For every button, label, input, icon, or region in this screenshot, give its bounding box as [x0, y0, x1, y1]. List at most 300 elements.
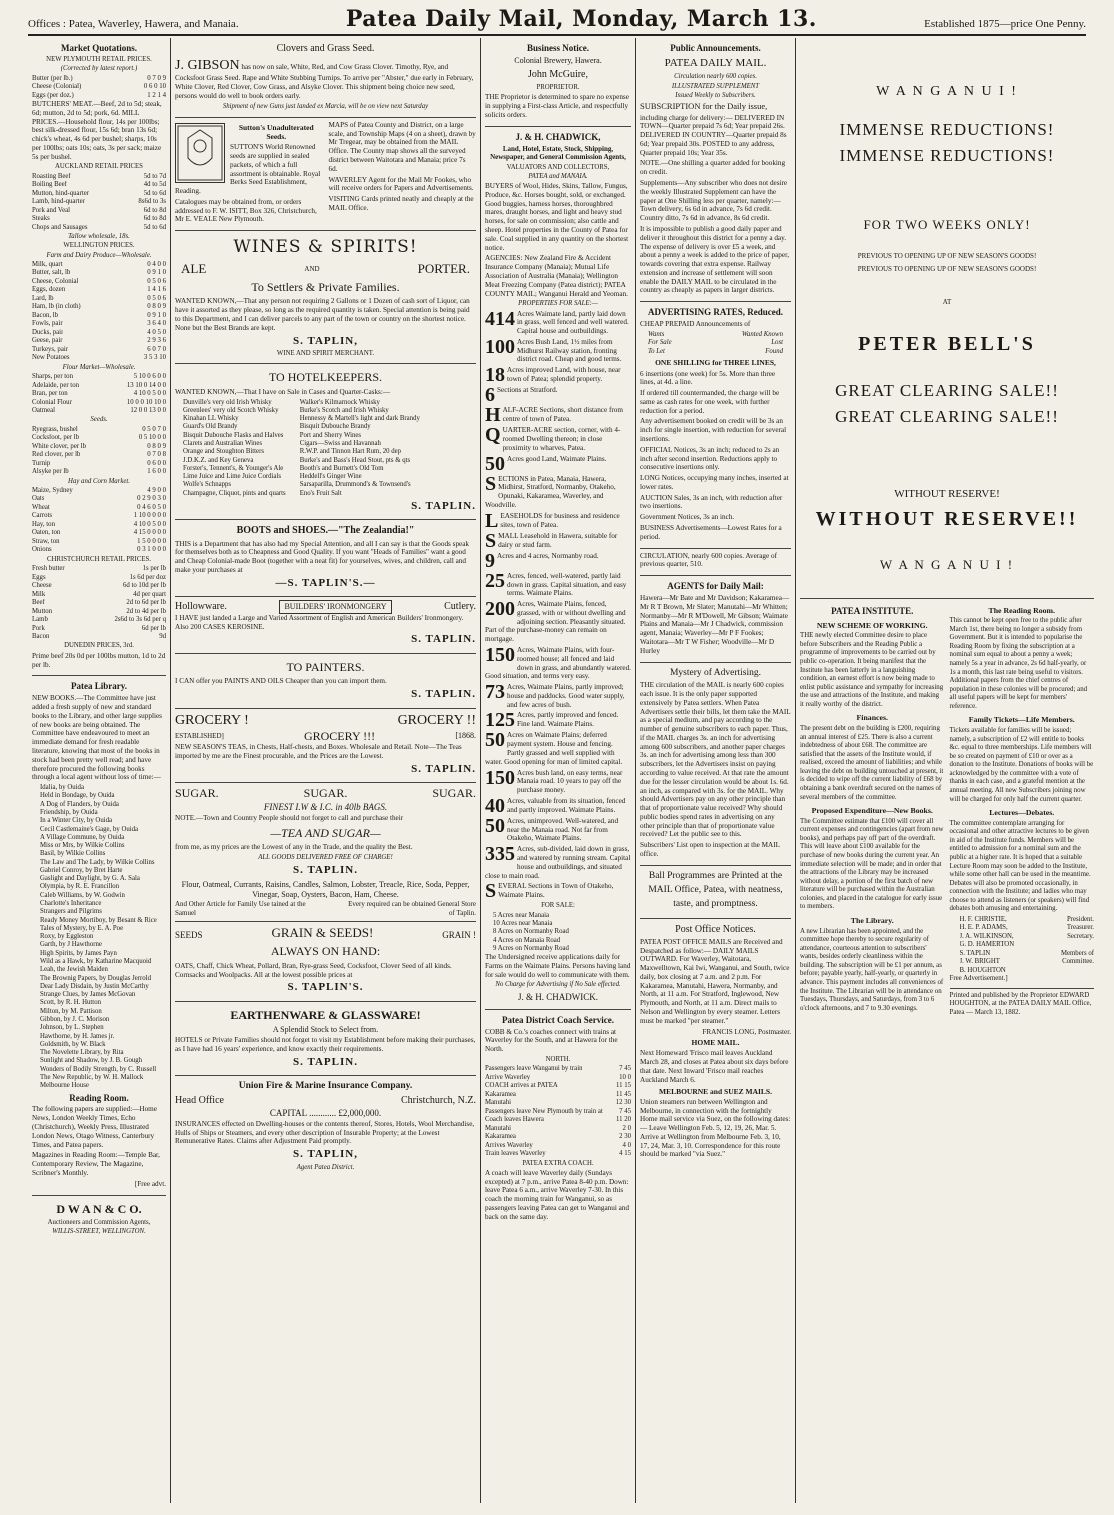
magazines-text: Magazines in Reading Room:—Temple Bar, Contemporary Review, The Magazine, Scribner's Monthly. [32, 1151, 160, 1177]
cheap-line: CHEAP PREPAID Announcements of [640, 320, 751, 329]
price-row [485, 1082, 631, 1090]
price-row [32, 512, 166, 520]
chadwick-signature: J. & H. CHADWICK. [518, 991, 598, 1002]
row-cell: 10 0 [619, 1073, 631, 1081]
row-cell: Oats [32, 495, 45, 503]
row-cell: 1 5 0 0 0 0 [137, 537, 166, 545]
row-cell: 10 0 0 10 10 0 [126, 398, 166, 406]
peter-bell-ad [800, 38, 1094, 599]
row-cell: Found [765, 347, 783, 355]
row-cell: Manutahi [485, 1124, 512, 1132]
list-item: Burke's Scotch and Irish Whisky [299, 406, 389, 414]
brewery-ad [485, 38, 631, 127]
property-text: Acres, fenced, well-watered, partly laid down in grass. Capital situation, and easy terms. Waimate Plains. [507, 571, 627, 598]
list-item: Sunlight and Shadow, by J. B. Gough [40, 1057, 143, 1065]
row-cell: Alsyke per lb [32, 468, 69, 476]
properties-title: PROPERTIES FOR SALE:— [518, 300, 598, 308]
price-row [32, 215, 166, 223]
row-cell: Butter (per lb.) [32, 74, 73, 82]
booking-note: NOTE.—One shilling a quarter added for booking on credit. [640, 159, 786, 177]
row-cell: To Let [648, 347, 665, 355]
list-item: Kinahan LL Whisky [183, 415, 239, 423]
list-item: 5 Acres near Manaia [493, 911, 550, 919]
ball-programmes-ad [640, 866, 791, 919]
row-cell: Boiling Beef [32, 181, 67, 189]
row-cell: Sharps, per ton [32, 373, 73, 381]
property-number: S [485, 531, 497, 550]
property-listing [485, 512, 631, 530]
property-text: Acres good Land, Waimate Plains. [507, 454, 607, 463]
property-number: 9 [485, 551, 495, 570]
proposed-text: The Committee estimate that £100 will cover all current expenses and contingencies (apart from new books), and perhaps pay off part of the overdraft. This will leave about £100 available for the purchase of new books during the current year. An immediate selection will be made; and in order that the attractions of the Library may be increased without delay, a portion of the first batch of new literature will be purchased within the Australian colonies, and placed in the catalogue for early issue to members. [800, 817, 944, 911]
public-announcements-title: Public Announcements. [670, 43, 761, 53]
row-cell: Lamb, hind-quarter [32, 198, 85, 206]
price-row [32, 286, 166, 294]
price-row [648, 331, 783, 339]
price-row [32, 443, 166, 451]
price-row [32, 269, 166, 277]
builders-label: BUILDERS' IRONMONGERY [279, 600, 391, 614]
painters-ad [175, 654, 476, 709]
chadwick-title: J. & H. CHADWICK, [515, 131, 601, 142]
row-cell: Treasurer. [1066, 924, 1094, 932]
cheap-rows [640, 331, 791, 356]
institute-col-right [950, 602, 1095, 1020]
row-cell: Bacon [32, 632, 50, 640]
row-cell: 2s6d to 3s 6d per q [114, 616, 166, 624]
agencies-text: AGENCIES: New Zealand Fire & Accident Insurance Company (Manaia); Mutual Life Association of Australia (Manaia); Wellington Meat Freezing Company (Patea district); PATEA COUNTY MAIL; Wanganui Herald and Yeoman. [485, 254, 628, 298]
np-title: NEW PLYMOUTH RETAIL PRICES. [46, 55, 152, 63]
list-item: Bisquit Dubouche Brandy [299, 423, 371, 431]
book-list [32, 784, 166, 1090]
row-cell: 4 10 0 5 0 0 [133, 520, 166, 528]
price-row [32, 451, 166, 459]
list-item: Melbourne House [40, 1082, 89, 1090]
patea-institute-ad [800, 599, 1094, 1024]
dun-title: DUNEDIN PRICES, 3rd. [64, 642, 134, 650]
row-cell: 11 15 [615, 1082, 631, 1090]
row-cell: 4d per quart [133, 590, 166, 598]
places-label: PATEA and MANAIA. [528, 172, 588, 180]
property-text: Acres and 4 acres, Normanby road. [497, 551, 599, 560]
row-cell: Eggs (per doz.) [32, 91, 74, 99]
guns-note: Shipment of new Guns just landed ex Marcia, will be on view next Saturday [222, 102, 429, 110]
price-row [32, 599, 166, 607]
row-cell: 5d to 6d [143, 189, 166, 197]
row-cell: 2 0 [622, 1124, 631, 1132]
row-cell: 0 5 0 6 [147, 294, 166, 302]
row-cell: New Potatoes [32, 354, 70, 362]
family-text: Tickets available for families will be issued; namely, a subscription of £2 will entitle to books &c. equal to three memberships. Life members will be so created on payment of £10 or over as a donation to the Institute. Donations of books will be acknowledged by the committee with a vote of thanks in each case, and a grateful mention at the annual meeting. All new Subscribers joining now will be charged for only half the current quarter. [949, 727, 1094, 803]
reading-room-title: The Reading Room. [988, 605, 1055, 615]
row-cell: 0 7 0 9 [147, 74, 166, 82]
immense-line-2: IMMENSE REDUCTIONS! [839, 145, 1055, 165]
mcguire-name: John McGuire, [528, 68, 588, 80]
agents-text: Hawera—Mr Bate and Mr Davidson; Kakaramea—Mr R T Brown, Mr Slater; Manutahi—Mr Whitten; Normanby—Mr R M'Dowell, Mr Gibson; Waimate Plains and Manaia—Mr J Chadwick, commission agent, Manaia; Waverley—Mr P F Fookes; Waitotara—Mr T W Fisher; Woodville—Mr D Hurley [640, 594, 790, 655]
property-text: Acres improved Land, with house, near town of Patea; splendid property. [507, 366, 621, 384]
porter-label: PORTER. [417, 260, 470, 276]
np-note: BUTCHERS' MEAT.—Beef, 2d to 5d; steak, 6d; mutton, 2d to 5d; pork, 6d. MILL PRICES.—Household flour, 14s per 100lbs; best silk-dressed flour, 15s 6d; bran 13s 6d; chick's wheat, 4s 6d per bushel; sharps, 10s per 100lbs; oats 10s; oats, 3s per sack; maize 5s per bushel. [32, 99, 162, 161]
taplin-signature: S. TAPLIN. [411, 500, 476, 513]
row-cell: 0 8 0 9 [147, 442, 166, 450]
earthenware-ad [175, 1002, 476, 1076]
free-advertisement: Free Advertisement.] [949, 975, 1008, 983]
list-item: Leah, the Jewish Maiden [40, 966, 108, 974]
row-cell: Ryegrass, bushel [32, 425, 78, 433]
list-item: Caleb Williams, by W. Godwin [40, 891, 125, 899]
property-listing [485, 572, 631, 598]
previous-line-2: PREVIOUS TO OPENING UP OF NEW SEASON'S GOODS! [857, 264, 1037, 273]
wanganui-top: W A N G A N U I ! [876, 84, 1018, 99]
property-number: 50 [485, 454, 505, 473]
row-cell: Pork [32, 624, 45, 632]
immense-line-1: IMMENSE REDUCTIONS! [839, 120, 1055, 140]
magazines-note: [Free advt. [134, 1179, 166, 1188]
visiting-cards-text: VISITING Cards printed neatly and cheaply at the MAIL Office. [328, 195, 474, 212]
row-cell: Colonial Flour [32, 398, 72, 406]
mystery-text: THE circulation of the MAIL is nearly 600 copies each issue. It is the only paper supported extensively by Patea settlers. When Patea Advertisers settle their bills, let them take the MAIL as a special medium, and pay according to the number of genuine subscribers to each paper. Thus, if the MAIL charges 3s. an inch for advertising among 600 subscribers, and another paper charges 3s. an inch for advertising among less than 300 subscribers, let the Advertisers insist on paying according to value received. At that rate the amount due for the lesser circulation would be about 1s. 6d. an inch, as compared with 3s. for the MAIL. Why should Advertisers pay on any other principle than that of proportionate value received? Why should public bodies spend rates in advertising on any other principle than that of proportionate value received? Let the public see to this. [640, 681, 791, 839]
officers-list [950, 916, 1095, 975]
row-cell: Cheese [32, 582, 52, 590]
list-item: Port and Sherry Wines [299, 431, 362, 439]
union-insurance-ad [175, 1076, 476, 1177]
subscription-title: SUBSCRIPTION for the Daily issue, [640, 101, 768, 112]
well-rows [32, 261, 166, 363]
row-cell: Wanted Known [741, 330, 783, 338]
list-item: 9 Acres on Normanby Road [493, 944, 569, 952]
row-cell: 0 5 0 6 [147, 277, 166, 285]
row-cell: Eggs [32, 573, 46, 581]
row-cell: Cocksfoot, per lb [32, 434, 80, 442]
row-cell: Fowls, pair [32, 320, 63, 328]
price-row [32, 390, 166, 398]
property-text: Acres Waimate land, partly laid down in grass, well fenced and well watered. Capital house and outbuildings. [517, 309, 629, 336]
property-number: 6 [485, 386, 495, 405]
price-row [32, 460, 166, 468]
list-item: R.W.P. and Tinnon Hart Rum, 20 dep [299, 448, 402, 456]
row-cell: 5d to 6d [143, 223, 166, 231]
two-weeks-line: FOR TWO WEEKS ONLY! [863, 216, 1031, 232]
institute-text: THE newly elected Committee desire to place before Subscribers and the Reading Public a programme of improvements to be carried out by public co-operation. It being manifest that the Institute has been latterly in a languishing condition, an earnest effort is now being made to enlist public assistance and sympathy for increasing the use and attractions of the Institute, and making it really worthy of the district. [800, 632, 944, 708]
lectures-title: Lectures—Debates. [989, 808, 1055, 818]
buyers-text: BUYERS of Wool, Hides, Skins, Tallow, Fungus, Produce, &c. Horses bought, sold, or exchanged. Good buggies, harness horses, thoroughbred mares, draught horses, and light and heavy stud horses, for sale on commission; also cattle and sheep. Hotel properties in the County of Patea for sale. Coal supplied in any quantity on the shortest notice. [485, 182, 629, 252]
row-cell: 5d to 7d [143, 172, 166, 180]
property-text: Acres on Waimate Plains; deferred payment system. House and fencing. Partly grassed and well supplied with water. Good opening for man of limited capital. [485, 731, 623, 766]
row-cell: Passengers leave Wanganui by train [485, 1065, 583, 1073]
list-item: The New Republic, by W. H. Mallock [40, 1073, 144, 1081]
np-rows [32, 75, 166, 100]
row-cell: Arrives Waverley [485, 1141, 533, 1149]
price-row [485, 1150, 631, 1158]
hotel-list-right [292, 399, 420, 498]
supplements-text: Supplements—Any subscriber who does not desire the weekly Illustrated Supplement can have the paper at One Shilling less per quarter, namely:—Town delivery, 6s 6d in advance, 7s 6d credit. Country ditto, 7s 6d in advance, 8s 6d credit. [640, 179, 788, 223]
row-cell: 1 4 1 6 [147, 286, 166, 294]
list-item: High Spirits, by James Payn [40, 949, 117, 957]
hotel-intro: WANTED KNOWN,—That I have on Sale in Cases and Quarter-Casks:— [175, 387, 391, 396]
auck-note: Tallow wholesale, 18s. [68, 233, 130, 241]
tea-sugar-line: —TEA AND SUGAR— [270, 825, 381, 840]
list-item: Heddell's Ginger Wine [299, 473, 362, 481]
list-item: Wolfe's Schnapps [183, 481, 232, 489]
row-cell: 4 15 0 0 0 0 [133, 529, 166, 537]
property-number: 18 [485, 366, 505, 385]
row-cell: Onions [32, 546, 52, 554]
property-listing [485, 845, 631, 880]
row-cell: Turnip [32, 459, 51, 467]
row-cell: Cheese (Colonial) [32, 83, 82, 91]
row-cell: Bacon, lb [32, 311, 59, 319]
list-item: Eno's Fruit Salt [299, 489, 342, 497]
property-text: Acres, sub-divided, laid down in grass, and watered by running stream. Capital house and outbuildings, and situated close to main road. [485, 845, 631, 880]
price-row [32, 261, 166, 269]
property-listing [485, 406, 631, 424]
price-row [32, 373, 166, 381]
price-row [485, 1108, 631, 1116]
seeds-left: SEEDS [175, 930, 203, 941]
list-item: In a Winter City, by Ouida [40, 817, 113, 825]
price-row [960, 924, 1095, 932]
list-item: Burke's and Bass's Head Stout, pts & qts [299, 456, 411, 464]
price-row [960, 958, 1095, 966]
grain-title: GRAIN & SEEDS! [271, 925, 374, 941]
sutton-text: SUTTON'S World Renowned seeds are supplied in sealed packets, of which a full assortment is obtainable. Royal Berks Seed Establishment, Reading. [175, 143, 321, 196]
property-listing [485, 797, 631, 815]
list-item: Hennessy & Martell's light and dark Brandy [299, 415, 420, 423]
flour-text: Flour, Oatmeal, Currants, Raisins, Candles, Salmon, Lobster, Treacle, Rice, Soda, Pepper, Vinegar, Soap, Oysters, Bacon, Ham, Cheese. [181, 879, 470, 899]
price-row [32, 278, 166, 286]
row-cell: S. TAPLIN [959, 949, 991, 957]
price-row [32, 426, 166, 434]
property-text: ECTIONS in Patea, Manaia, Hawera, Midhirst, Stratford, Normanby, Otakeho, Opunaki, Kakaramea, Waverley, and Woodville. [485, 474, 616, 509]
post-title: Post Office Notices. [675, 923, 756, 935]
supplement-line: ILLUSTRATED SUPPLEMENT [671, 82, 760, 90]
row-cell: Mutton, hind-quarter [32, 189, 90, 197]
list-item: Cecil Castlemaine's Gage, by Ouida [40, 825, 139, 833]
row-cell: 2 30 [619, 1133, 631, 1141]
price-row [32, 83, 166, 91]
row-cell: 12 30 [615, 1099, 631, 1107]
property-text: Acres, Waimate Plains, with four-roomed house; all fenced and laid down in grass, and abundantly watered. Good situation, and terms very easy. [485, 645, 631, 681]
column-bell-institute [796, 38, 1098, 1503]
row-cell: Manutahi [485, 1099, 512, 1107]
price-row [32, 529, 166, 537]
list-item: Friendship, by Ouida [40, 808, 98, 816]
column-business [481, 38, 636, 1503]
pdm-ad [640, 38, 791, 302]
grocery-right: GROCERY !! [397, 712, 476, 728]
agents-title: AGENTS for Daily Mail: [667, 581, 764, 592]
list-item: Dunville's very old Irish Whisky [183, 398, 272, 406]
seeds-sub: Seeds. [90, 416, 108, 424]
list-item: Miss or Mrs, by Wilkie Collins [40, 842, 125, 850]
property-number: 25 [485, 571, 505, 592]
row-cell: Carrots [32, 512, 53, 520]
list-item: A Dog of Flanders, by Ouida [40, 800, 119, 808]
taplins-signature: —S. TAPLIN'S.— [275, 576, 376, 589]
official-text: OFFICIAL Notices, 3s an inch; reduced to 2s an inch after second insertion. Reductions apply to consecutive insertions only. [640, 445, 780, 472]
hollow-text: I HAVE just landed a Large and Varied Assortment of English and American Builders' Ironmongery. Also 200 CASES KEROSINE. [175, 613, 464, 631]
auck-title: AUCKLAND RETAIL PRICES [55, 163, 143, 171]
property-text: Acres, valuable from its situation, fenced and partly improved. Waimate Plains. [507, 796, 626, 814]
row-cell: 3 5 3 10 [143, 354, 166, 362]
brewery-text: THE Proprietor is determined to spare no expense in supplying a First-class Article, and respectfully solicits orders. [485, 93, 629, 119]
insurance-text: INSURANCES effected on Dwelling-houses or the contents thereof, Stores, Hotels, Wool Merchandise, Hulls of Ships or Steamers, and every other description of Insurable Property; at the Lowest Remunerative Rates. Claims after Adjustment Paid promptly. [175, 1119, 475, 1146]
wines-title: WINES & SPIRITS! [233, 237, 418, 258]
price-row [32, 565, 166, 573]
library-text: NEW BOOKS.—The Committee have just added a fresh supply of new and standard books to the Library, and other large supplies of new books are being obtained. The Committee have endeavoured to meet an immediate demand for fresh readable literature, knowing that most of the books in stock had been pretty well read; and have therefore procured the following books through a local agent without loss of time:— [32, 694, 162, 782]
property-number: 50 [485, 731, 505, 752]
price-row [485, 1116, 631, 1124]
home-mail-text: Next Homeward 'Frisco mail leaves Auckland March 28, and closes at Patea about six days before that date. Next Inward 'Frisco mail reaches Auckland March 6. [640, 1049, 789, 1084]
property-listing [485, 532, 631, 550]
list-item: Roxy, by Eggleston [40, 933, 94, 941]
property-listing [485, 366, 631, 384]
advertising-title: ADVERTISING RATES, Reduced. [647, 307, 784, 318]
price-row [960, 916, 1095, 924]
row-cell: Butter, salt, lb [32, 269, 71, 277]
list-item: The Law and The Lady, by Wilkie Collins [40, 858, 155, 866]
sutton-title: Sutton's Unadulterated Seeds. [238, 122, 314, 142]
row-cell: H. E. P. ADAMS, [959, 924, 1008, 932]
row-cell: President. [1067, 915, 1094, 923]
price-row [32, 434, 166, 442]
row-cell: Adelaide, per ton [32, 381, 79, 389]
np-sub: (Corrected by latest report.) [60, 65, 138, 73]
price-row [32, 337, 166, 345]
flour-left: And Other Article for Family Use tained at the Samuel [175, 900, 306, 917]
row-cell: 0 6 0 10 [143, 83, 166, 91]
price-row [32, 75, 166, 83]
property-text: UARTER-ACRE section, corner, with 4-roomed Dwelling thereon; in close proximity to wharves, Patea. [502, 426, 621, 452]
row-cell: COACH arrives at PATEA [485, 1082, 558, 1090]
list-item: Johnson, by L. Stephen [40, 1024, 104, 1032]
forsale-list [485, 912, 631, 953]
row-cell: 1 10 0 0 0 0 [133, 512, 166, 520]
price-row [32, 521, 166, 529]
wanted-text: WANTED KNOWN,—That any person not requiring 2 Gallons or 1 Dozen of cash sort of Liquor, can have it assorted as they please, so long as the required quantity is taken. Special attention is being paid to this Department, and I can deliver parcels to any part of the town or country on the shortest notice. None but the Best Brands are kept. [175, 297, 470, 332]
row-cell: Turkeys, pair [32, 345, 68, 353]
sutton-note: Catalogues may be obtained from, or orders addressed to F. W. ISITT, Box 326, Christchurch, Mr E. VEALE New Plymouth. [175, 197, 317, 224]
library-text: A new Librarian has been appointed, and the committee hope thereby to secure regularity of attendance, courteous attention to subscribers' wants, besides orderly cleanliness within the building. The subscription will be £1 per annum, as before; payable yearly, half-yearly, or quarterly in advance. This payment includes all conveniences of the Institute. The Librarian will be in attendance on Tuesdays, Thursdays, and Saturdays, from 3 to 6 o'clock afternoons, and 7 to 9.30 evenings. [800, 927, 944, 1012]
row-cell: 0 7 0 8 [147, 451, 166, 459]
row-cell: G. D. HAMERTON [959, 941, 1015, 949]
list-item: Tales of Mystery, by E. A. Poe [40, 924, 124, 932]
list-item: Strangers and Pilgrims [40, 908, 102, 916]
list-item: Forster's, Tennent's, & Younger's Ale [183, 464, 284, 472]
price-row [32, 303, 166, 311]
price-row [32, 173, 166, 181]
price-row [485, 1065, 631, 1073]
property-number: L [485, 511, 499, 530]
great-line-1: GREAT CLEARING SALE!! [835, 381, 1059, 401]
hotels-text: HOTELS or Private Families should not forget to visit my Establishment before making their purchases, as I have had 16 years' experience, and know exactly their requirements. [175, 1036, 476, 1053]
row-cell: Passengers leave New Plymouth by train at [485, 1107, 603, 1115]
price-row [485, 1099, 631, 1107]
price-row [32, 538, 166, 546]
list-item: J.D.K.Z. and Key Geneva [183, 456, 254, 464]
property-text: Acres Bush Land, 1½ miles from Midhurst Railway station, fronting district road. Cheap and good terms. [517, 337, 622, 364]
list-item: Goldsmith, by W. Black [40, 1040, 106, 1048]
flour-rows [32, 373, 166, 415]
list-item: Held in Bondage, by Ouida [40, 792, 115, 800]
row-cell: 0 5 10 0 0 [138, 434, 166, 442]
price-row [960, 941, 1095, 949]
list-item: Sarsaparilla, Drummond's & Townsend's [299, 481, 411, 489]
row-cell: 11 45 [615, 1090, 631, 1098]
forsale-title: FOR SALE: [541, 902, 575, 910]
property-text: Acres, Waimate Plains, fenced, grassed, with or without dwelling and adjoining section. Pleasantly situated. Part of the purchase-money can remain on mortgage. [485, 600, 626, 644]
property-listing [485, 338, 631, 364]
row-cell: J. W. BRIGHT [959, 958, 1000, 966]
list-item: Clarets and Australian Wines [183, 440, 263, 448]
library-title: Patea Library. [71, 681, 127, 692]
melbourne-text: Union steamers run between Wellington and Melbourne, in connection with the fortnightly Home mail service via Suez, on the following dates:— Leave Wellington Feb. 5, 12, 19, 26, Mar. 5. Arrive at Wellington from Melbourne Feb. 3, 10, 17, 24, Mar. 3, 10. Correspondence for this route should be marked "via Suez." [640, 1097, 791, 1159]
list-item: Basil, by Wilkie Collins [40, 850, 106, 858]
row-cell: Bran, per ton [32, 390, 68, 398]
property-listing [485, 475, 631, 510]
taplin-signature: S. TAPLIN, [293, 334, 358, 347]
oats-text: OATS, Chaff, Chick Wheat, Pollard, Bran, Rye-grass Seed, Cocksfoot, Clover Seed of all kinds. Cornsacks and Woolpacks. All at the lowest possible prices at [175, 961, 452, 979]
row-cell: Lard, lb [32, 294, 54, 302]
hotel-list-left [175, 399, 286, 498]
row-cell: Wants [648, 330, 665, 338]
grain-ad [175, 922, 476, 1001]
row-cell: Chops and Sausages [32, 223, 88, 231]
property-listing [485, 711, 631, 729]
newspaper-title: Patea Daily Mail, Monday, March 13. [345, 6, 817, 32]
business-adv-text: BUSINESS Advertisements—Lowest Rates for a period. [640, 524, 782, 541]
list-item: Lime Juice and Lime Juice Cordials [183, 473, 281, 481]
taplin-signature: S. TAPLIN. [293, 864, 358, 877]
row-cell: Maize, Sydney [32, 486, 73, 494]
price-row [648, 348, 783, 356]
list-item: Cigars—Swiss and Havannah [299, 440, 381, 448]
capital-line: CAPITAL ............ £2,000,000. [269, 1107, 382, 1118]
without-reserve-1: WITHOUT RESERVE! [894, 487, 1000, 500]
sugar-label-2: SUGAR. [303, 786, 348, 801]
price-row [485, 1091, 631, 1099]
row-cell: 0 6 0 0 [147, 459, 166, 467]
row-cell: Red clover, per lb [32, 451, 81, 459]
wanganui-bottom: W A N G A N U I ! [879, 556, 1015, 572]
hotel-title: TO HOTELKEEPERS. [268, 370, 383, 385]
property-number: 125 [485, 711, 515, 730]
list-item: Olympia, by R. E. Francillon [40, 883, 120, 891]
list-item: Walker's Kilmarnock Whisky [299, 398, 380, 406]
row-cell: 4 9 0 0 [147, 486, 166, 494]
price-row [32, 207, 166, 215]
property-listing [485, 386, 631, 404]
finest-line: FINEST I.W & I.C. in 40lb BAGS. [263, 801, 388, 812]
property-listing [485, 817, 631, 843]
row-cell: Oatmeal [32, 407, 56, 414]
property-number: 335 [485, 845, 515, 866]
extra-text: A coach will leave Waverley daily (Sundays excepted) at 7 p.m., arrive Patea 8-40 p.m. Down: leave Patea 6 a.m., arrive Waverley 7-30. In this coach the morning train for Wanganui, so as passengers leaving Patea can get to Wanganui and back on the same day. [485, 1168, 629, 1221]
clovers-title: Clovers and Grass Seed. [276, 43, 375, 54]
list-item: Booth's and Burnett's Old Tom [299, 464, 384, 472]
one-text: 6 insertions (one week) for 5s. More than three lines, at 4d. a line. [640, 369, 776, 387]
row-cell: 7 45 [619, 1065, 631, 1073]
list-item: Gibbon, by J. C. Morison [40, 1015, 110, 1023]
property-listing [485, 769, 631, 795]
well-title: WELLINGTON PRICES. [63, 242, 135, 250]
agent-line: Agent Patea District. [296, 1163, 355, 1171]
list-item: 10 Acres near Manaia [493, 919, 553, 927]
credit-text: Any advertisement booked on credit will be 3s an inch for single insertion, with reduction for several insertions. [640, 417, 787, 444]
established-label: ESTABLISHED] [175, 731, 224, 740]
settlers-line: To Settlers & Private Families. [251, 279, 400, 294]
row-cell: Fresh butter [32, 565, 65, 573]
